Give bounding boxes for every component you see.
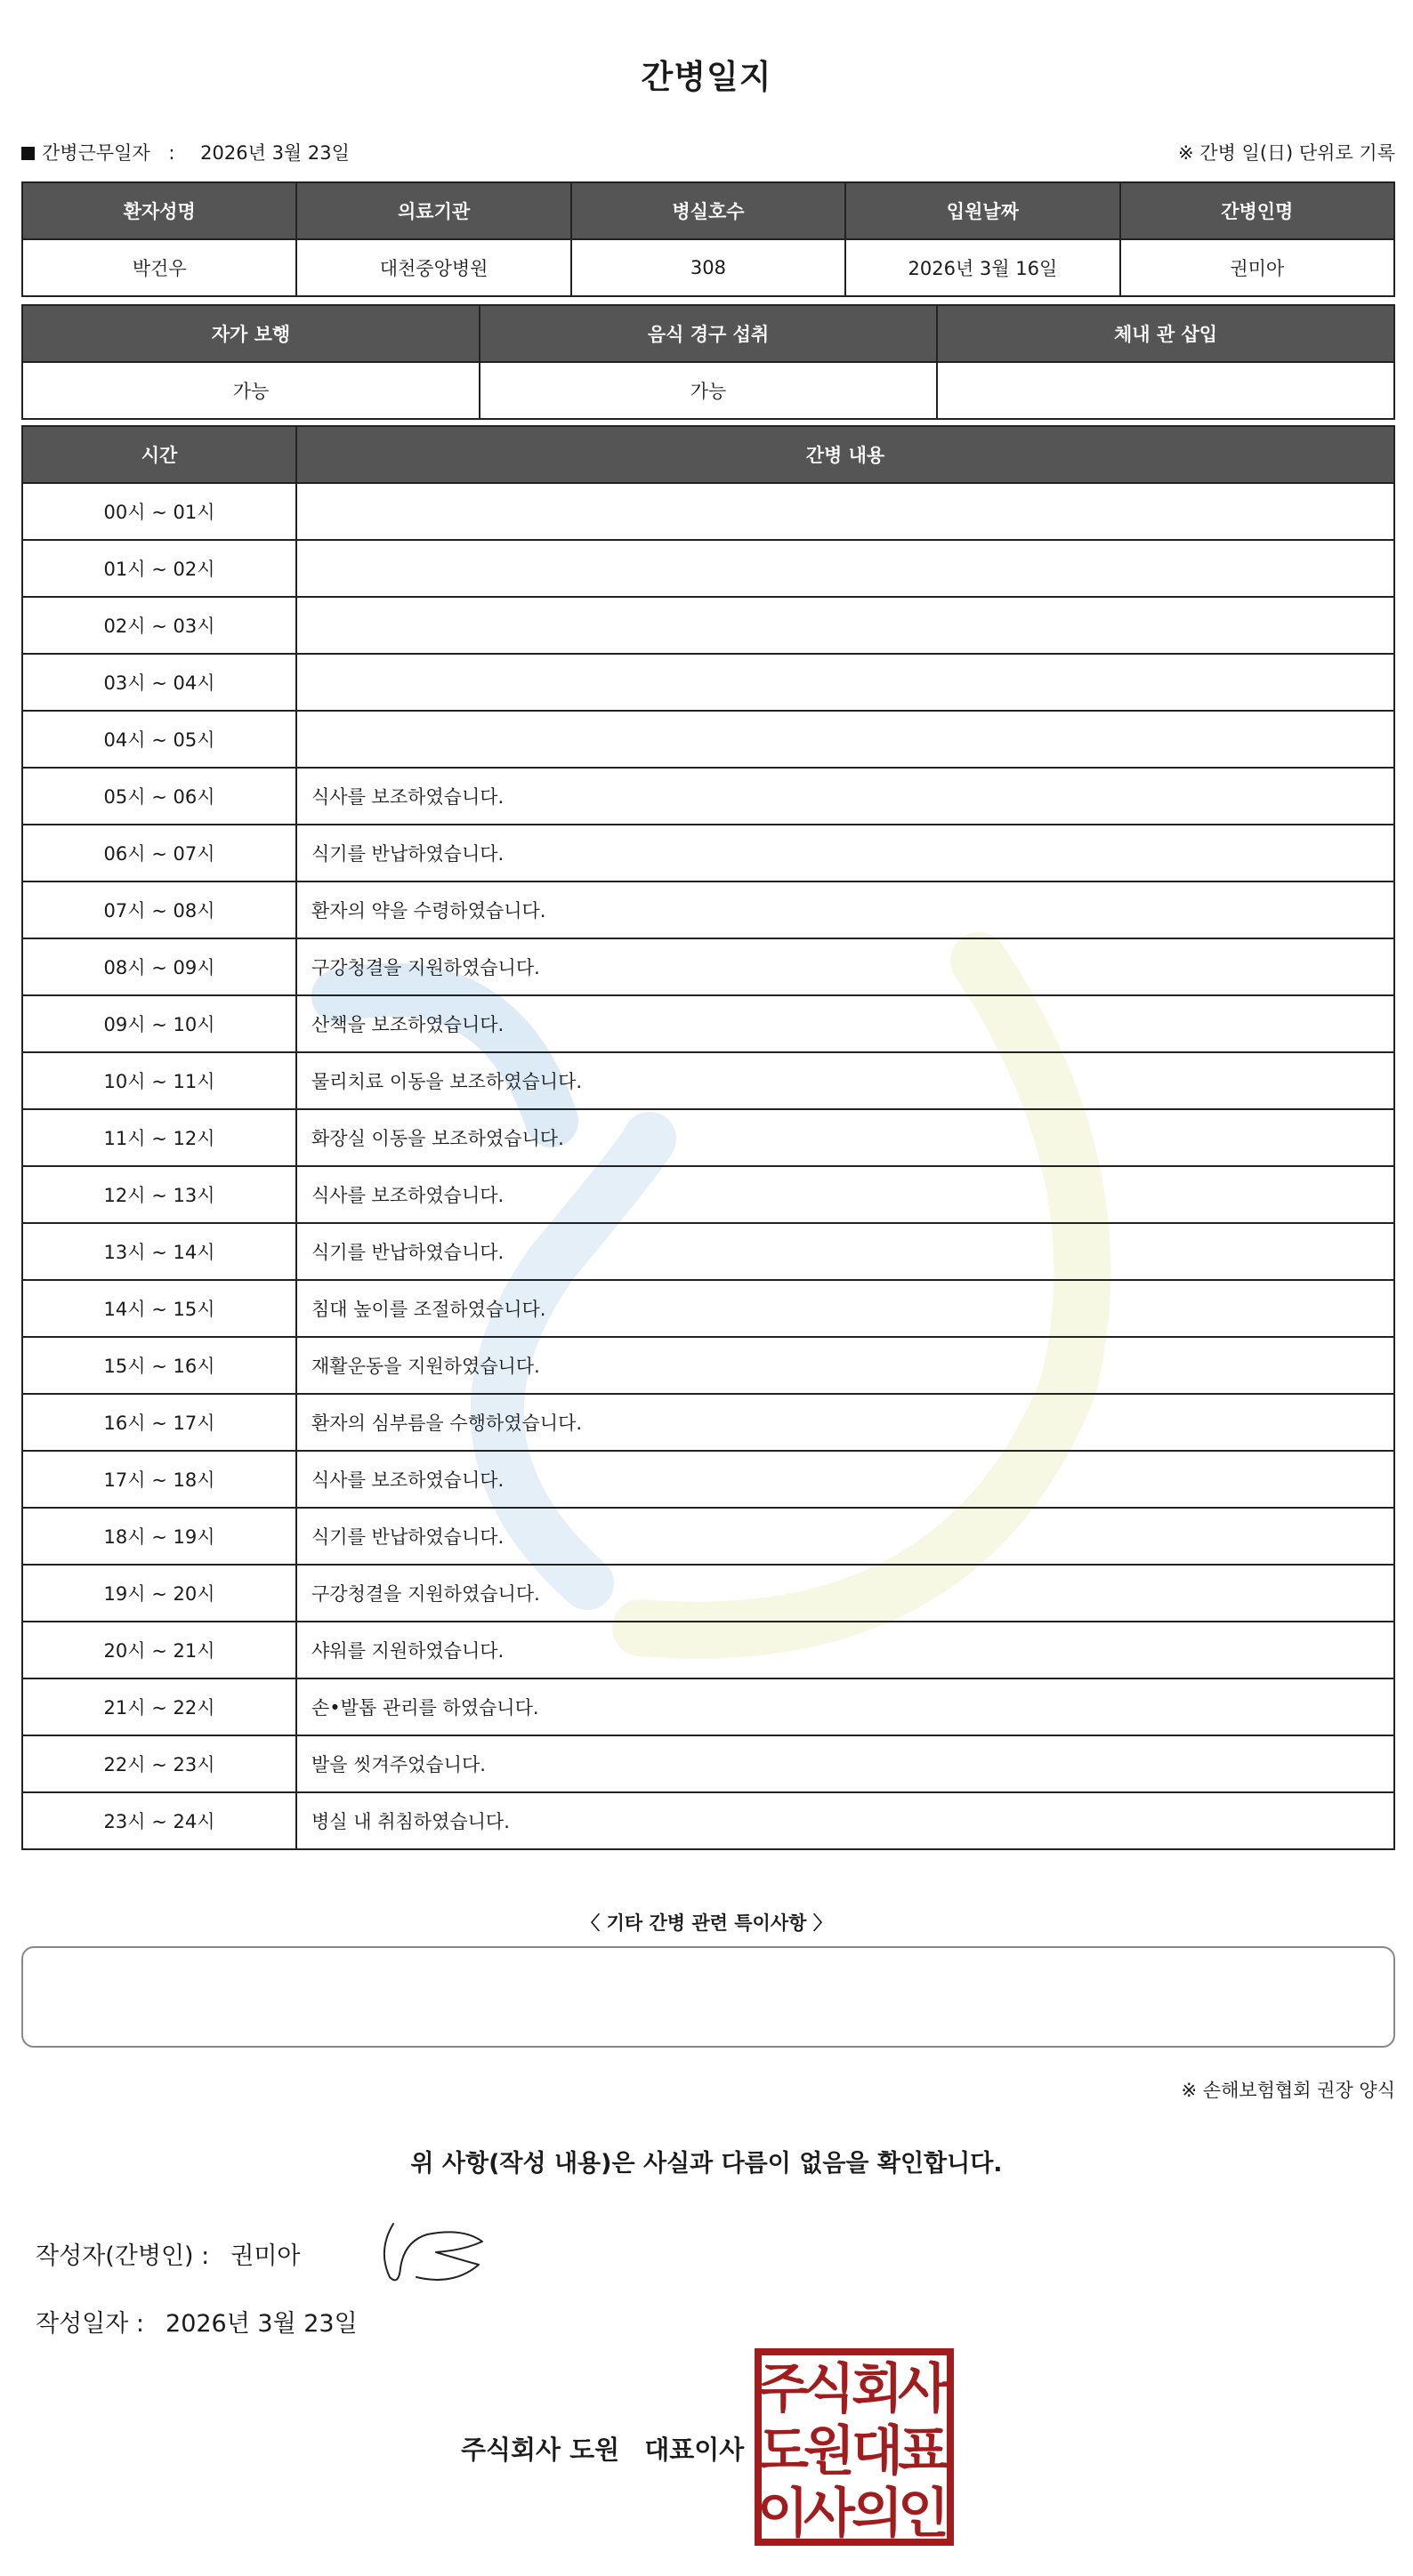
log-content: 손•발톱 관리를 하였습니다. xyxy=(296,1678,1394,1735)
log-content xyxy=(296,483,1394,540)
signature-image xyxy=(374,2215,489,2295)
log-time: 09시 ~ 10시 xyxy=(22,995,296,1052)
log-time: 14시 ~ 15시 xyxy=(22,1280,296,1337)
log-time: 16시 ~ 17시 xyxy=(22,1394,296,1451)
header-patient-name: 환자성명 xyxy=(22,182,296,239)
log-time: 21시 ~ 22시 xyxy=(22,1678,296,1735)
svg-text:사: 사 xyxy=(803,2483,855,2545)
writer-label: 작성자(간병인) : xyxy=(36,2242,210,2270)
header-care-content: 간병 내용 xyxy=(296,426,1394,483)
log-time: 18시 ~ 19시 xyxy=(22,1508,296,1565)
work-date-label: 간병근무일자 xyxy=(42,142,150,164)
log-content: 구강청결을 지원하였습니다. xyxy=(296,938,1394,995)
log-content: 식기를 반납하였습니다. xyxy=(296,825,1394,881)
log-row xyxy=(22,825,1394,881)
log-row xyxy=(22,995,1394,1052)
svg-text:원: 원 xyxy=(803,2420,855,2483)
log-content: 재활운동을 지원하였습니다. xyxy=(296,1337,1394,1394)
log-row xyxy=(22,1337,1394,1394)
log-row xyxy=(22,483,1394,540)
log-row xyxy=(22,1508,1394,1565)
log-time: 01시 ~ 02시 xyxy=(22,540,296,597)
log-row xyxy=(22,1792,1394,1849)
header-hospital: 의료기관 xyxy=(296,182,570,239)
writer-line xyxy=(36,2236,301,2271)
work-date-value: 2026년 3월 23일 xyxy=(200,142,350,164)
log-time: 10시 ~ 11시 xyxy=(22,1052,296,1109)
hospital-name: 대천중앙병원 xyxy=(296,239,570,296)
log-row xyxy=(22,1451,1394,1508)
notes-title: 〈 기타 간병 관련 특이사항 〉 xyxy=(581,1912,832,1934)
walking-value: 가능 xyxy=(22,362,480,419)
header-tube: 체내 관 삽입 xyxy=(937,305,1394,362)
log-content: 병실 내 취침하였습니다. xyxy=(296,1792,1394,1849)
svg-text:인: 인 xyxy=(898,2483,949,2545)
log-row xyxy=(22,1280,1394,1337)
patient-name: 박건우 xyxy=(22,239,296,296)
log-content: 산책을 보조하였습니다. xyxy=(296,995,1394,1052)
record-note: ※ 간병 일(日) 단위로 기록 xyxy=(1178,142,1395,164)
log-row xyxy=(22,1223,1394,1280)
log-content: 식기를 반납하였습니다. xyxy=(296,1508,1394,1565)
log-time: 17시 ~ 18시 xyxy=(22,1451,296,1508)
company-seal-stamp xyxy=(755,2348,954,2546)
log-time: 19시 ~ 20시 xyxy=(22,1565,296,1622)
log-time: 11시 ~ 12시 xyxy=(22,1109,296,1166)
log-time: 13시 ~ 14시 xyxy=(22,1223,296,1280)
svg-text:표: 표 xyxy=(898,2420,949,2483)
log-row xyxy=(22,938,1394,995)
work-date-sep: : xyxy=(168,142,175,164)
log-content: 구강청결을 지원하였습니다. xyxy=(296,1565,1394,1622)
representative-title: 대표이사 xyxy=(644,2435,745,2465)
log-time: 02시 ~ 03시 xyxy=(22,597,296,654)
log-row xyxy=(22,1052,1394,1109)
log-row xyxy=(22,1678,1394,1735)
log-row xyxy=(22,1565,1394,1622)
log-time: 20시 ~ 21시 xyxy=(22,1622,296,1678)
header-caregiver: 간병인명 xyxy=(1120,182,1394,239)
log-content: 샤워를 지원하였습니다. xyxy=(296,1622,1394,1678)
log-row xyxy=(22,768,1394,825)
header-oral-intake: 음식 경구 섭취 xyxy=(480,305,937,362)
log-time: 23시 ~ 24시 xyxy=(22,1792,296,1849)
log-content: 식기를 반납하였습니다. xyxy=(296,1223,1394,1280)
log-row xyxy=(22,881,1394,938)
svg-text:회: 회 xyxy=(852,2358,903,2420)
log-time: 06시 ~ 07시 xyxy=(22,825,296,881)
confirmation-statement: 위 사항(작성 내용)은 사실과 다름이 없음을 확인합니다. xyxy=(410,2150,1003,2178)
patient-info-table xyxy=(21,181,1395,297)
log-content: 식사를 보조하였습니다. xyxy=(296,1166,1394,1223)
log-content: 환자의 약을 수령하였습니다. xyxy=(296,881,1394,938)
log-time: 15시 ~ 16시 xyxy=(22,1337,296,1394)
room-number: 308 xyxy=(571,239,845,296)
log-time: 07시 ~ 08시 xyxy=(22,881,296,938)
write-date-label: 작성일자 : xyxy=(36,2310,145,2338)
tube-value xyxy=(937,362,1394,419)
log-content: 환자의 심부름을 수행하였습니다. xyxy=(296,1394,1394,1451)
svg-text:식: 식 xyxy=(803,2358,855,2420)
admission-date: 2026년 3월 16일 xyxy=(845,239,1119,296)
log-content: 발을 씻겨주었습니다. xyxy=(296,1735,1394,1792)
svg-text:도: 도 xyxy=(757,2420,809,2483)
log-time: 12시 ~ 13시 xyxy=(22,1166,296,1223)
log-content xyxy=(296,711,1394,768)
log-time: 00시 ~ 01시 xyxy=(22,483,296,540)
square-bullet-icon xyxy=(21,147,35,160)
notes-box[interactable] xyxy=(21,1946,1395,2048)
log-row xyxy=(22,1394,1394,1451)
log-row xyxy=(22,1622,1394,1678)
svg-text:이: 이 xyxy=(757,2483,809,2545)
writer-name: 권미아 xyxy=(230,2242,301,2270)
write-date-value: 2026년 3월 23일 xyxy=(166,2310,358,2338)
log-time: 08시 ~ 09시 xyxy=(22,938,296,995)
log-row xyxy=(22,540,1394,597)
log-time: 05시 ~ 06시 xyxy=(22,768,296,825)
write-date-line xyxy=(36,2304,358,2339)
log-content xyxy=(296,654,1394,711)
svg-text:대: 대 xyxy=(852,2420,903,2483)
document-title: 간병일지 xyxy=(641,58,772,96)
caregiver-name: 권미아 xyxy=(1120,239,1394,296)
work-date-line xyxy=(21,139,350,165)
log-row xyxy=(22,711,1394,768)
log-content: 물리치료 이동을 보조하였습니다. xyxy=(296,1052,1394,1109)
svg-text:주: 주 xyxy=(757,2358,809,2420)
log-row xyxy=(22,1166,1394,1223)
company-line xyxy=(461,2430,744,2467)
header-walking: 자가 보행 xyxy=(22,305,480,362)
company-name: 주식회사 도원 xyxy=(461,2435,620,2465)
log-row xyxy=(22,597,1394,654)
log-content: 식사를 보조하였습니다. xyxy=(296,1451,1394,1508)
svg-text:사: 사 xyxy=(898,2358,949,2420)
log-row xyxy=(22,1735,1394,1792)
care-log-table xyxy=(21,425,1395,1850)
log-content xyxy=(296,597,1394,654)
log-time: 03시 ~ 04시 xyxy=(22,654,296,711)
log-content: 화장실 이동을 보조하였습니다. xyxy=(296,1109,1394,1166)
log-content: 침대 높이를 조절하였습니다. xyxy=(296,1280,1394,1337)
oral-intake-value: 가능 xyxy=(480,362,937,419)
log-time: 22시 ~ 23시 xyxy=(22,1735,296,1792)
header-admission-date: 입원날짜 xyxy=(845,182,1119,239)
association-note: ※ 손해보험협회 권장 양식 xyxy=(1181,2080,1395,2101)
header-room: 병실호수 xyxy=(571,182,845,239)
log-content: 식사를 보조하였습니다. xyxy=(296,768,1394,825)
patient-status-table xyxy=(21,304,1395,420)
header-time: 시간 xyxy=(22,426,296,483)
log-row xyxy=(22,1109,1394,1166)
log-time: 04시 ~ 05시 xyxy=(22,711,296,768)
log-content xyxy=(296,540,1394,597)
log-row xyxy=(22,654,1394,711)
svg-text:의: 의 xyxy=(852,2483,903,2545)
